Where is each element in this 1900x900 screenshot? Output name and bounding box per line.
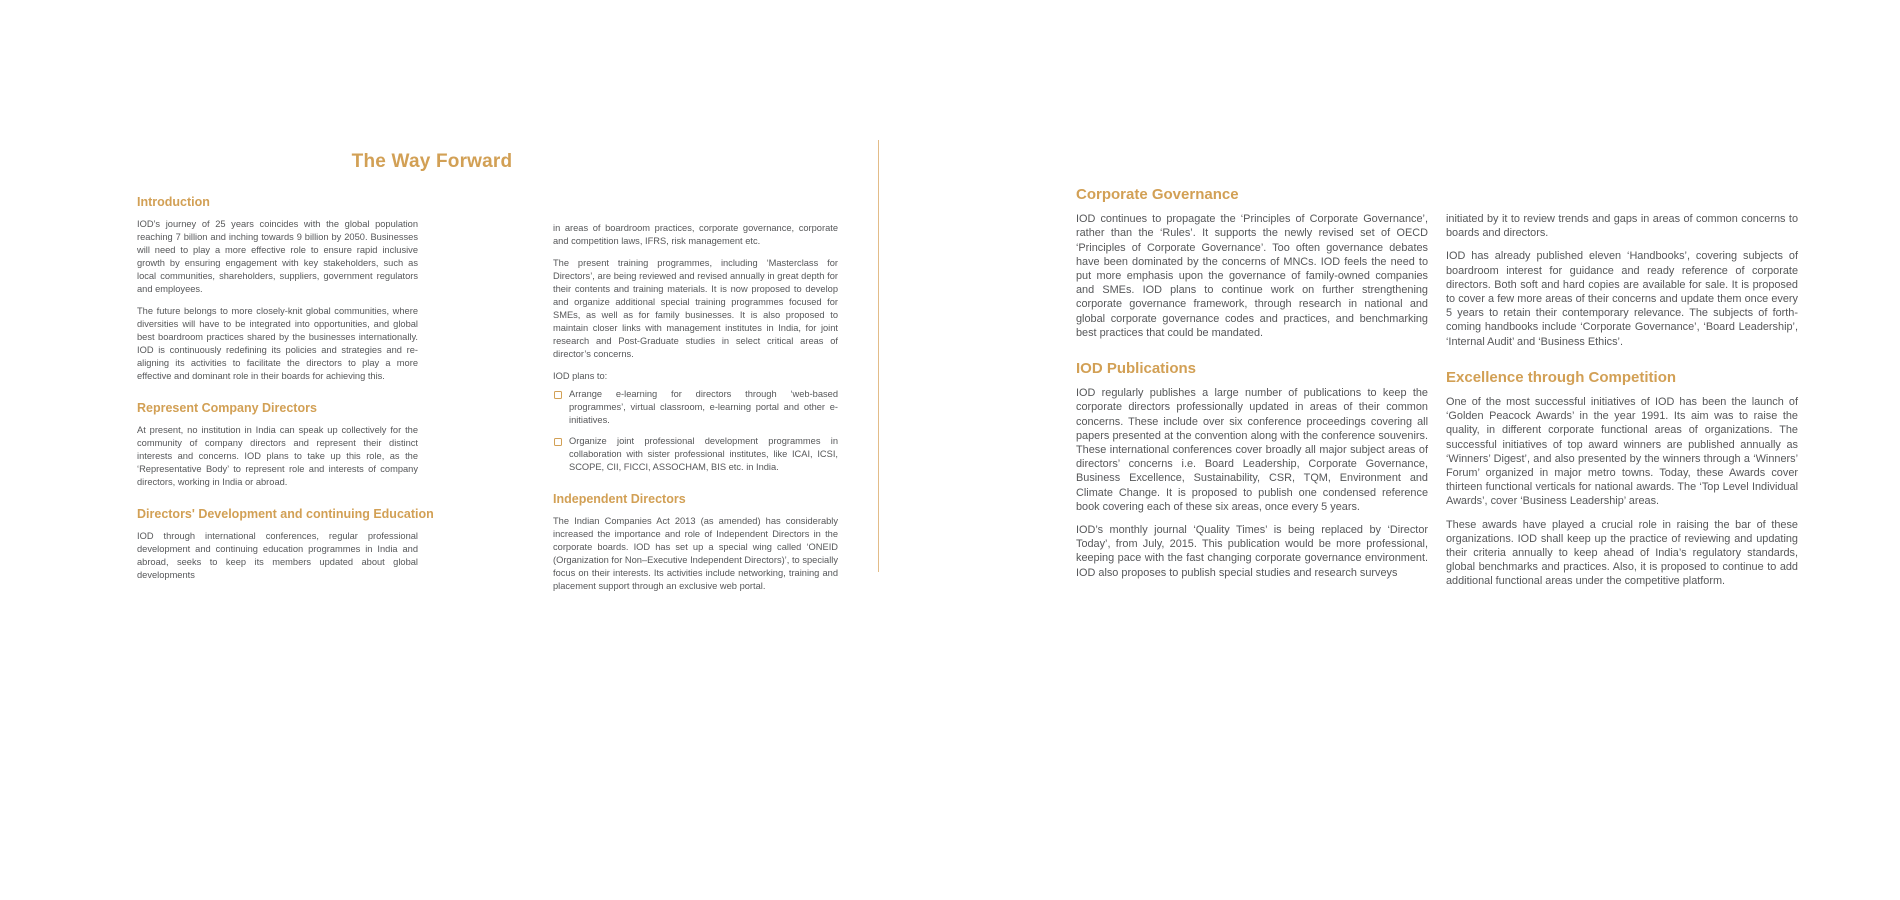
section-heading-represent-company-directors: Represent Company Directors xyxy=(137,401,317,415)
continuation-paragraph: in areas of boardroom practices, corporate governance, corporate and competition laws, IFRS, risk management etc. xyxy=(553,223,838,246)
handbooks-paragraph: IOD has already published eleven ‘Handbooks’, covering subjects of boardroom interest for guidance and ready reference of corporate directors. Both soft and hard copies are available for sale. It is proposed to cover a few more areas of their concerns and update them once every 5 years to retain their contemporary relevance. The subjects of forth-coming handbooks include ‘Corporate Governance’, ‘Board Leadership’, ‘Internal Audit’ and ‘Business Ethics’. xyxy=(1446,250,1798,348)
right-page-column-2 xyxy=(1446,212,1798,598)
directors-development-paragraph: IOD through international conferences, regular professional development and continuing education programmes in India and abroad, seeks to keep its members updated about global developments xyxy=(137,531,418,580)
list-item-text: Arrange e-learning for directors through ‘web-based programmes’, virtual classroom, e-learning portal and other e-initiatives. xyxy=(569,389,838,425)
section-heading-introduction: Introduction xyxy=(137,195,210,209)
right-page-column-1 xyxy=(1076,188,1428,589)
excellence-paragraph-2: These awards have played a crucial role in raising the bar of these organizations. IOD shall keep up the practice of reviewing and updating their criteria annually to keep ahead of India’s regulatory standards, global benchmarks and practices. Also, it is proposed to continue to add additional functional areas under the competitive platform. xyxy=(1446,518,1798,588)
publications-continuation-paragraph: initiated by it to review trends and gaps in areas of common concerns to boards and directors. xyxy=(1446,213,1798,240)
corporate-governance-paragraph: IOD continues to propagate the ‘Principles of Corporate Governance’, rather than the ‘Rules’. It supports the newly revised set of OECD ‘Principles of Corporate Governance’. Too often governance debates have been dominated by the concerns of MNCs. IOD feels the need to put more emphasis upon the governance of family-owned companies and SMEs. IOD plans to continue work on further strengthening corporate governance framework, through research in national and global corporate governance codes and practices, and benchmarking best practices that could be mandated. xyxy=(1076,213,1428,339)
section-heading-iod-publications: IOD Publications xyxy=(1076,360,1197,378)
list-item-text: Organize joint professional development programmes in collaboration with sister professional institutes, like ICAI, ICSI, SCOPE, CII, FICCI, ASSOCHAM, BIS etc. in India. xyxy=(569,436,838,472)
excellence-paragraph-1: One of the most successful initiatives of IOD has been the launch of ‘Golden Peacock Awards’ in the year 1991. Its aim was to raise the quality, in different corporate functional areas of organizations. The successful initiatives of top award winners are published annually as ‘Winners’ Digest’, and also presented by the winners through a ‘Winners’ Forum’ organized in major metro towns. Today, these Awards cover thirteen functional verticals for national awards. The ‘Top Level Individual Awards’, cover ‘Business Leadership’ areas. xyxy=(1446,396,1798,508)
iod-plans-list-intro: IOD plans to: xyxy=(553,371,608,381)
iod-publications-paragraph-2: IOD’s monthly journal ‘Quality Times’ is being replaced by ‘Director Today’, from July, 2015. This publication would be more professional, keeping pace with the fast changing corporate governance environment. IOD also proposes to publish special studies and research surveys xyxy=(1076,524,1428,579)
training-programmes-paragraph: The present training programmes, including ‘Masterclass for Directors’, are being reviewed and revised annually in great depth for their contents and training materials. It is now proposed to develop and organize additional special training programmes focused for SMEs, as well as for family businesses. It is also proposed to maintain closer links with management institutes in India, for joint research and Post-Graduate studies in select critical areas of director’s concerns. xyxy=(553,258,838,359)
section-heading-corporate-governance: Corporate Governance xyxy=(1076,186,1239,203)
section-heading-excellence-through-competition: Excellence through Competition xyxy=(1446,368,1677,386)
page-title: The Way Forward xyxy=(351,151,513,172)
independent-directors-paragraph: The Indian Companies Act 2013 (as amended) has considerably increased the importance and role of Independent Directors in the corporate boards. IOD has set up a special wing called ‘ONEID (Organization for Non–Executive Independent Directors)’, to specially focus on their interests. Its activities include networking, training and placement support through an exclusive web portal. xyxy=(553,516,838,591)
iod-publications-paragraph-1: IOD regularly publishes a large number of publications to keep the corporate directors professionally updated in areas of their common concerns. These include over six conference proceedings covering all papers presented at the convention along with the conference souvenirs. These international conferences cover broadly all major subject areas of directors’ concerns i.e. Board Leadership, Corporate Governance, Business Excellence, Sustainability, CSR, TQM, Environment and Climate Change. It is proposed to publish one condensed reference book covering each of these six areas, once every 5 years. xyxy=(1076,387,1428,513)
represent-company-directors-paragraph: At present, no institution in India can speak up collectively for the community of company directors and represent their distinct interests and concerns. IOD plans to take up this role, as the ‘Representative Body’ to represent role and interests of company directors, working in India or abroad. xyxy=(137,425,418,487)
introduction-paragraph-2: The future belongs to more closely-knit global communities, where diversities will have to be integrated into opportunities, and global best boardroom practices shared by the businesses internationally. IOD is continuously redefining its policies and strategies and re-aligning its activities to facilitate the directors to play a more effective and dominant role in their boards for achieving this. xyxy=(137,306,418,381)
introduction-paragraph-1: IOD’s journey of 25 years coincides with the global population reaching 7 billion and inching towards 9 billion by 2050. Businesses will need to play a more effective role to ensure rapid inclusive growth by ensuring engagement with key stakeholders, such as local communities, shareholders, suppliers, government regulators and employees. xyxy=(137,219,418,294)
section-heading-independent-directors: Independent Directors xyxy=(553,492,686,506)
section-heading-directors-development: Directors' Development and continuing Education xyxy=(137,507,434,521)
